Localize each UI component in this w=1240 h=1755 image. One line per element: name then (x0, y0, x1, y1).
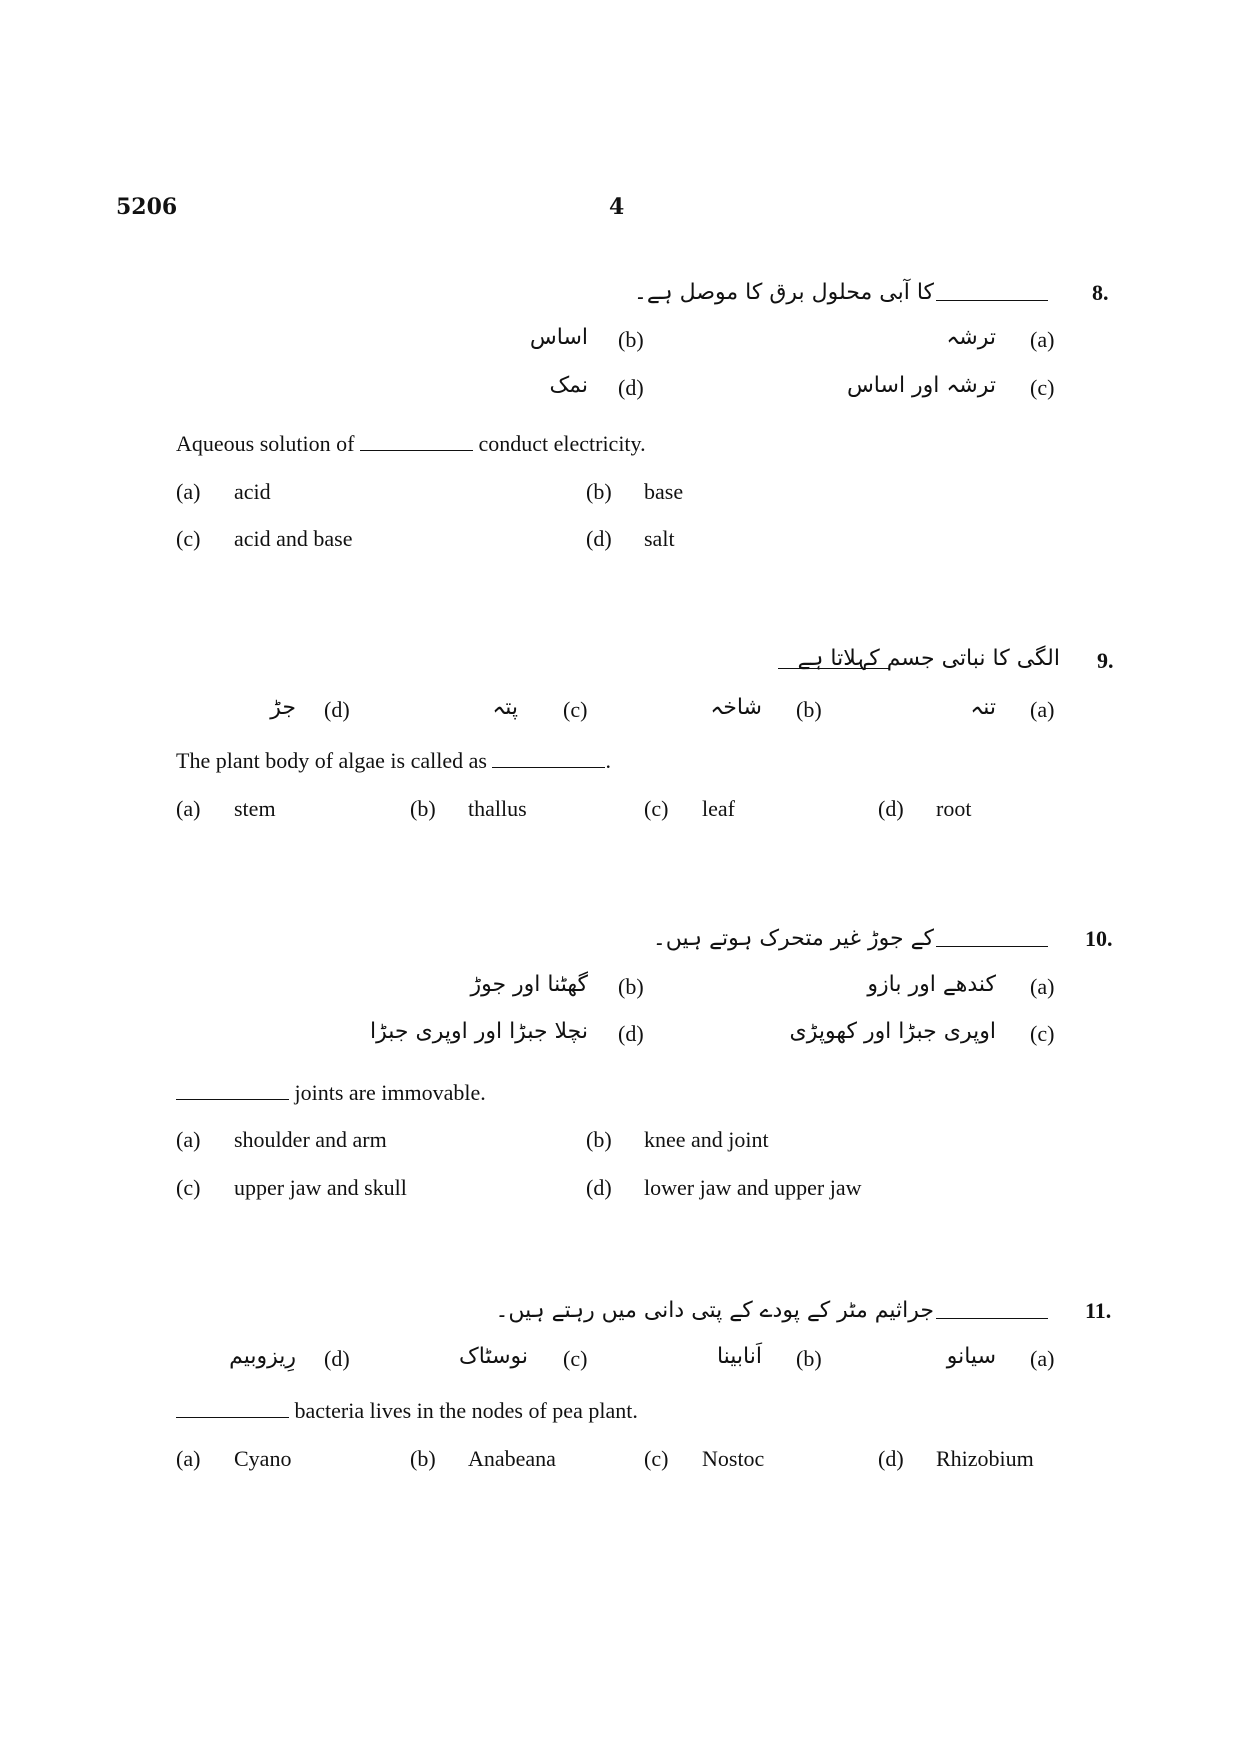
urdu-option-d: رِیزوبیم (229, 1344, 296, 1369)
english-option-a-label: (a) (176, 796, 201, 821)
english-option-a: acid (234, 479, 271, 504)
urdu-blank (778, 668, 890, 669)
urdu-option-c-label: (c) (1030, 1021, 1055, 1046)
english-blank (492, 749, 605, 768)
english-stem-before: The plant body of algae is called as (176, 748, 487, 773)
urdu-option-a-label: (a) (1030, 974, 1055, 999)
urdu-option-d: جڑ (270, 695, 296, 720)
page-number: 4 (609, 194, 625, 220)
english-option-b-label: (b) (410, 1446, 436, 1471)
urdu-option-b: گھٹنا اور جوڑ (470, 972, 588, 997)
english-stem-after: bacteria lives in the nodes of pea plant. (294, 1398, 638, 1423)
urdu-option-b-label: (b) (618, 974, 644, 999)
english-option-a: Cyano (234, 1446, 292, 1471)
english-stem-after: conduct electricity. (478, 431, 646, 456)
english-option-a-label: (a) (176, 1127, 201, 1152)
english-blank (176, 1399, 289, 1418)
question-number: 8. (1092, 280, 1109, 305)
urdu-option-a-label: (a) (1030, 697, 1055, 722)
english-option-d-label: (d) (586, 526, 612, 551)
english-option-b: thallus (468, 796, 527, 821)
urdu-option-a-label: (a) (1030, 1346, 1055, 1371)
urdu-option-b-label: (b) (618, 327, 644, 352)
urdu-option-d: نچلا جبڑا اور اوپری جبڑا (370, 1019, 588, 1044)
english-option-c-label: (c) (644, 1446, 669, 1471)
urdu-option-a: ترشہ (946, 325, 996, 350)
question-number: 10. (1085, 926, 1113, 951)
english-option-c: Nostoc (702, 1446, 765, 1471)
urdu-option-b-label: (b) (796, 697, 822, 722)
urdu-option-c: اوپری جبڑا اور کھوپڑی (789, 1019, 996, 1044)
urdu-stem: کے جوڑ غیر متحرک ہوتے ہیں۔ (652, 926, 934, 951)
english-stem (176, 748, 611, 774)
english-option-a-label: (a) (176, 1446, 201, 1471)
english-option-d-label: (d) (878, 1446, 904, 1471)
urdu-option-a: کندھے اور بازو (867, 972, 996, 997)
english-blank (360, 432, 473, 451)
urdu-stem: جراثیم مٹر کے پودے کے پتی دانی میں رہتے ہیں۔ (495, 1298, 934, 1323)
english-stem (176, 1398, 638, 1424)
urdu-option-d-label: (d) (618, 375, 644, 400)
urdu-option-c: ترشہ اور اساس (846, 373, 996, 398)
urdu-option-b: اساس (529, 325, 588, 350)
urdu-option-d-label: (d) (324, 1346, 350, 1371)
urdu-option-c-label: (c) (1030, 375, 1055, 400)
english-option-c-label: (c) (644, 796, 669, 821)
urdu-option-c: پتہ (492, 695, 518, 720)
english-option-d-label: (d) (586, 1175, 612, 1200)
english-stem (176, 431, 646, 457)
question-number: 9. (1097, 648, 1114, 673)
urdu-option-d-label: (d) (324, 697, 350, 722)
english-option-b-label: (b) (586, 479, 612, 504)
english-option-c-label: (c) (176, 526, 201, 551)
english-option-c-label: (c) (176, 1175, 201, 1200)
english-stem-before: Aqueous solution of (176, 431, 355, 456)
urdu-option-a: تنہ (970, 695, 996, 720)
english-option-b-label: (b) (586, 1127, 612, 1152)
urdu-option-b-label: (b) (796, 1346, 822, 1371)
english-option-d: Rhizobium (936, 1446, 1034, 1471)
english-option-a: shoulder and arm (234, 1127, 387, 1152)
english-option-a: stem (234, 796, 276, 821)
urdu-blank (936, 1318, 1048, 1319)
paper-code: 5206 (116, 194, 178, 220)
urdu-blank (936, 300, 1048, 301)
english-option-b: knee and joint (644, 1127, 769, 1152)
english-option-d: salt (644, 526, 675, 551)
english-option-d: lower jaw and upper jaw (644, 1175, 862, 1200)
urdu-option-c-label: (c) (563, 697, 588, 722)
english-option-c: upper jaw and skull (234, 1175, 407, 1200)
urdu-option-c: نوسٹاک (459, 1344, 528, 1369)
urdu-blank (936, 946, 1048, 947)
english-stem-after: joints are immovable. (294, 1080, 486, 1105)
english-stem-after: . (605, 748, 611, 773)
urdu-option-a: سیانو (946, 1344, 996, 1369)
urdu-option-b: اَنابینا (716, 1344, 762, 1369)
english-option-b: base (644, 479, 684, 504)
english-option-a-label: (a) (176, 479, 201, 504)
english-option-b-label: (b) (410, 796, 436, 821)
urdu-option-b: شاخہ (710, 695, 762, 720)
english-stem (176, 1080, 486, 1106)
english-blank (176, 1081, 289, 1100)
english-option-c: leaf (702, 796, 735, 821)
urdu-stem: الگی کا نباتی جسم کہلاتا ہے (797, 646, 1060, 671)
english-option-c: acid and base (234, 526, 353, 551)
urdu-stem: کا آبی محلول برق کا موصل ہے۔ (634, 280, 934, 305)
urdu-option-d-label: (d) (618, 1021, 644, 1046)
english-option-b: Anabeana (468, 1446, 556, 1471)
urdu-option-a-label: (a) (1030, 327, 1055, 352)
urdu-option-c-label: (c) (563, 1346, 588, 1371)
english-option-d: root (936, 796, 972, 821)
urdu-option-d: نمک (549, 373, 588, 398)
question-number: 11. (1085, 1298, 1112, 1323)
english-option-d-label: (d) (878, 796, 904, 821)
